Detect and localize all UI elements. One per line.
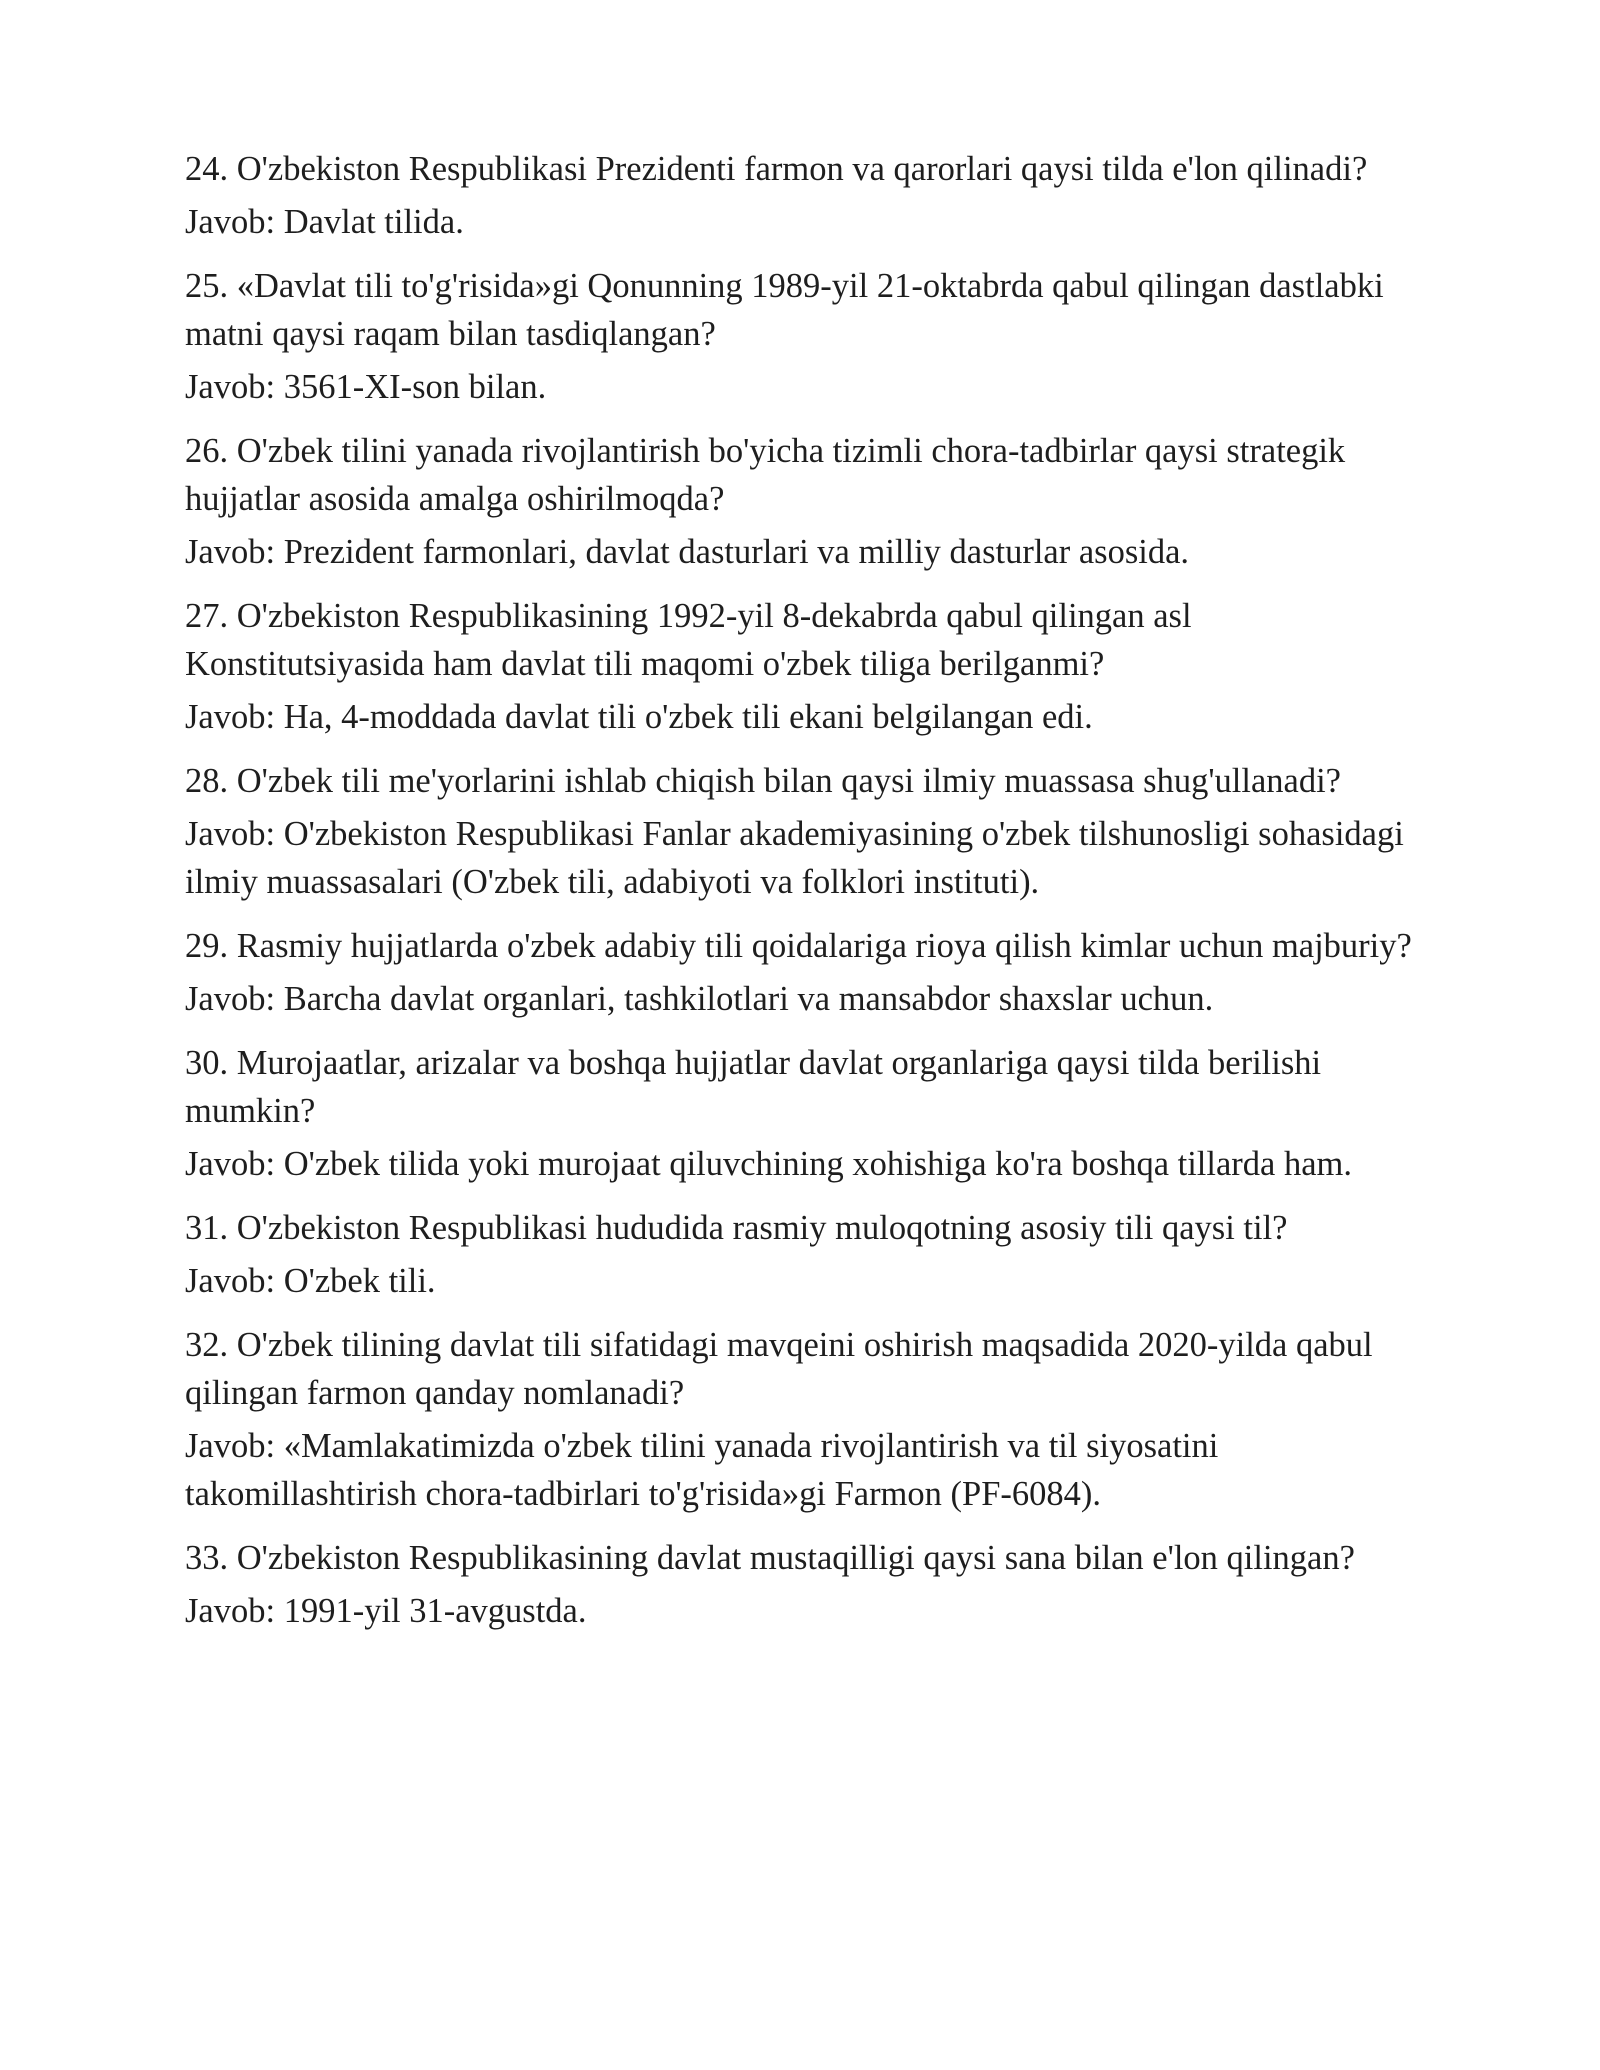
answer-24: Javob: Davlat tilida. (185, 203, 464, 241)
qa-item-25 (185, 262, 1435, 411)
answer-25: Javob: 3561-XI-son bilan. (185, 368, 547, 406)
qa-item-31 (185, 1204, 1435, 1305)
qa-list (185, 145, 1435, 1651)
question-27: 27. O'zbekiston Respublikasining 1992-yil 8-dekabrda qabul qilingan asl Konstitutsiyasida ham davlat tili maqomi o'zbek tiliga berilganmi? (185, 597, 1192, 683)
qa-item-26 (185, 427, 1435, 576)
answer-28: Javob: O'zbekiston Respublikasi Fanlar akademiyasining o'zbek tilshunosligi sohasidagi ilmiy muassasalari (O'zbek tili, adabiyoti va folklori instituti). (185, 815, 1404, 901)
qa-item-24 (185, 145, 1435, 246)
answer-33: Javob: 1991-yil 31-avgustda. (185, 1592, 587, 1630)
question-30: 30. Murojaatlar, arizalar va boshqa hujjatlar davlat organlariga qaysi tilda berilishi mumkin? (185, 1044, 1322, 1130)
answer-32: Javob: «Mamlakatimizda o'zbek tilini yanada rivojlantirish va til siyosatini takomillashtirish chora-tadbirlari to'g'risida»gi Farmon (PF-6084). (185, 1427, 1219, 1513)
answer-26: Javob: Prezident farmonlari, davlat dasturlari va milliy dasturlar asosida. (185, 533, 1190, 571)
qa-item-27 (185, 592, 1435, 741)
question-26: 26. O'zbek tilini yanada rivojlantirish bo'yicha tizimli chora-tadbirlar qaysi strategik hujjatlar asosida amalga oshirilmoqda? (185, 432, 1346, 518)
qa-item-33 (185, 1534, 1435, 1635)
question-28: 28. O'zbek tili me'yorlarini ishlab chiqish bilan qaysi ilmiy muassasa shug'ullanadi? (185, 762, 1341, 800)
question-32: 32. O'zbek tilining davlat tili sifatidagi mavqeini oshirish maqsadida 2020-yilda qabul qilingan farmon qanday nomlanadi? (185, 1326, 1373, 1412)
question-24: 24. O'zbekiston Respublikasi Prezidenti farmon va qarorlari qaysi tilda e'lon qilinadi? (185, 150, 1368, 188)
question-25: 25. «Davlat tili to'g'risida»gi Qonunning 1989-yil 21-oktabrda qabul qilingan dastlabki matni qaysi raqam bilan tasdiqlangan? (185, 267, 1384, 353)
qa-item-29 (185, 922, 1435, 1023)
answer-31: Javob: O'zbek tili. (185, 1262, 436, 1300)
qa-item-28 (185, 757, 1435, 906)
answer-29: Javob: Barcha davlat organlari, tashkilotlari va mansabdor shaxslar uchun. (185, 980, 1214, 1018)
answer-30: Javob: O'zbek tilida yoki murojaat qiluvchining xohishiga ko'ra boshqa tillarda ham. (185, 1145, 1352, 1183)
qa-item-32 (185, 1321, 1435, 1518)
question-33: 33. O'zbekiston Respublikasining davlat mustaqilligi qaysi sana bilan e'lon qilingan? (185, 1539, 1355, 1577)
question-29: 29. Rasmiy hujjatlarda o'zbek adabiy tili qoidalariga rioya qilish kimlar uchun majburiy? (185, 927, 1412, 965)
qa-item-30 (185, 1039, 1435, 1188)
question-31: 31. O'zbekiston Respublikasi hududida rasmiy muloqotning asosiy tili qaysi til? (185, 1209, 1288, 1247)
answer-27: Javob: Ha, 4-moddada davlat tili o'zbek tili ekani belgilangan edi. (185, 698, 1093, 736)
